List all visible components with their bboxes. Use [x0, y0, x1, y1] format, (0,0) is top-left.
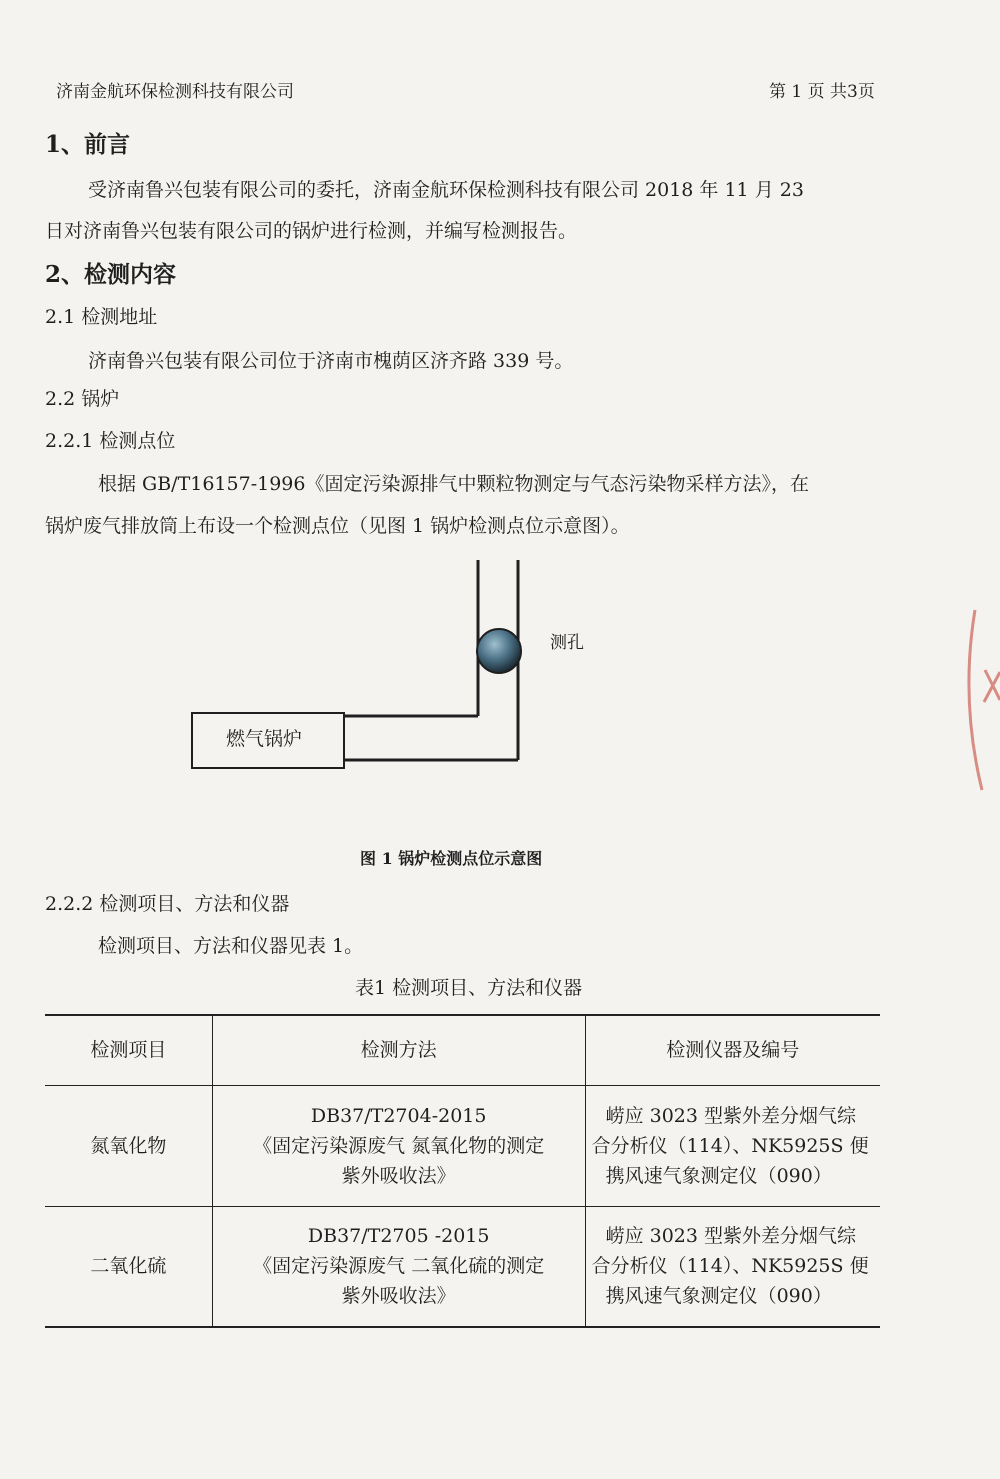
section-1-para-line-1: 受济南鲁兴包装有限公司的委托，济南金航环保检测科技有限公司 2018 年 11 月 23 — [88, 179, 804, 201]
table-row — [45, 1206, 880, 1327]
table-row — [45, 1085, 880, 1206]
instrument-line-2: 合分析仪（114）、NK5925S 便 — [591, 1134, 869, 1157]
section-2-2-2-para: 检测项目、方法和仪器见表 1。 — [98, 935, 364, 957]
section-2-1-para: 济南鲁兴包装有限公司位于济南市槐荫区济齐路 339 号。 — [88, 350, 574, 372]
methods-table — [45, 1014, 880, 1328]
sampling-hole-icon — [477, 629, 521, 673]
header-item: 检测项目 — [90, 1039, 167, 1062]
hole-label: 测孔 — [550, 633, 584, 653]
header-instrument: 检测仪器及编号 — [585, 1015, 880, 1085]
instrument-line-3: 携风速气象测定仪（090） — [605, 1164, 832, 1187]
section-2-2-1-para-line-1: 根据 GB/T16157-1996《固定污染源排气中颗粒物测定与气态污染物采样方法》，在 — [98, 473, 809, 495]
cell-method — [212, 1085, 585, 1206]
method-subtitle: 紫外吸收法》 — [341, 1164, 456, 1187]
boiler-label: 燃气锅炉 — [226, 728, 303, 750]
cell-item: 氮氧化物 — [90, 1134, 167, 1157]
header-company: 济南金航环保检测科技有限公司 — [56, 82, 294, 102]
header-method: 检测方法 — [212, 1015, 585, 1085]
section-1-para-line-2: 日对济南鲁兴包装有限公司的锅炉进行检测，并编写检测报告。 — [45, 220, 578, 242]
header-page-info: 第 1 页 共3页 — [769, 82, 875, 102]
cell-item: 二氧化硫 — [90, 1255, 167, 1278]
stamp-edge-mark — [969, 610, 982, 790]
cell-instrument — [585, 1206, 880, 1327]
section-2-title: 2、检测内容 — [45, 261, 177, 288]
method-title: 《固定污染源废气 氮氧化物的测定 — [253, 1134, 545, 1157]
method-title: 《固定污染源废气 二氧化硫的测定 — [253, 1255, 545, 1278]
method-standard: DB37/T2704-2015 — [310, 1104, 487, 1127]
section-2-1-title: 2.1 检测地址 — [45, 306, 158, 328]
cell-instrument — [585, 1085, 880, 1206]
cell-method — [212, 1206, 585, 1327]
instrument-line-1: 崂应 3023 型紫外差分烟气综 — [605, 1104, 857, 1127]
section-2-2-2-title: 2.2.2 检测项目、方法和仪器 — [45, 893, 290, 915]
instrument-line-2: 合分析仪（114）、NK5925S 便 — [591, 1255, 869, 1278]
instrument-line-3: 携风速气象测定仪（090） — [605, 1285, 832, 1308]
stamp-x-mark — [984, 670, 1000, 702]
method-subtitle: 紫外吸收法》 — [341, 1285, 456, 1308]
section-2-2-1-title: 2.2.1 检测点位 — [45, 430, 176, 452]
section-1-title: 1、前言 — [45, 131, 131, 158]
section-2-2-title: 2.2 锅炉 — [45, 388, 120, 410]
figure-caption: 图 1 锅炉检测点位示意图 — [360, 849, 543, 868]
instrument-line-1: 崂应 3023 型紫外差分烟气综 — [605, 1225, 857, 1248]
method-standard: DB37/T2705 -2015 — [307, 1225, 490, 1248]
table-header-row — [45, 1015, 880, 1085]
section-2-2-1-para-line-2: 锅炉废气排放筒上布设一个检测点位（见图 1 锅炉检测点位示意图）。 — [45, 515, 630, 537]
table-title: 表1 检测项目、方法和仪器 — [355, 977, 583, 999]
